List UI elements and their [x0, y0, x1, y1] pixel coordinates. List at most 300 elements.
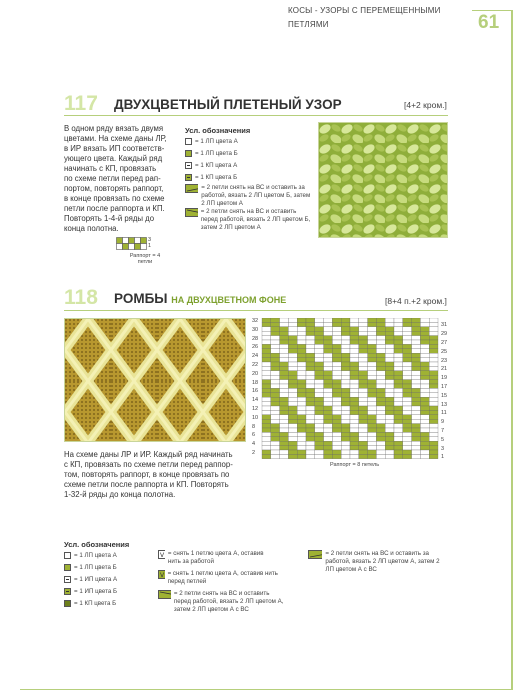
chart-cell [341, 397, 350, 401]
chart-cell [332, 450, 341, 454]
chart-cell [420, 371, 429, 375]
swatch-purl-b-icon [64, 588, 71, 595]
chart-cell [350, 327, 359, 331]
pattern-117-photo [318, 122, 448, 238]
chart-cell [359, 402, 368, 406]
chart-cell [324, 327, 333, 331]
chart-cell [403, 415, 412, 419]
chart-cell [403, 358, 412, 362]
pattern-118-instructions: На схеме даны ЛР и ИР. Каждый ряд начинать с КП, провязать по схеме петли перед раппор- том, повторять раппорт, в конце провязать по схеме петли после раппорта и КП. Повторять 1-32-й ряды до конца полотна. [64, 450, 233, 499]
chart-cell [394, 362, 403, 366]
chart-cell [297, 415, 306, 419]
chart-cell [306, 322, 315, 326]
chart-cell [324, 375, 333, 379]
chart-cell [324, 406, 333, 410]
chart-cell [350, 441, 359, 445]
chart-cell [324, 349, 333, 353]
svg-text:V: V [160, 572, 165, 579]
chart-cell [332, 428, 341, 432]
chart-cell [315, 397, 324, 401]
chart-cell [368, 397, 377, 401]
chart-cell [280, 322, 289, 326]
chart-cell [315, 393, 324, 397]
chart-cell [306, 450, 315, 454]
chart-cell [297, 441, 306, 445]
chart-cell [350, 371, 359, 375]
chart-cell [341, 384, 350, 388]
chart-cell [262, 406, 271, 410]
pattern-117-rule [64, 115, 448, 116]
chart-cell [429, 454, 438, 458]
chart-cell [280, 437, 289, 441]
chart-cell [341, 432, 350, 436]
chart-cell [385, 362, 394, 366]
chart-cell [280, 446, 289, 450]
chart-cell [297, 450, 306, 454]
chart-cell [420, 384, 429, 388]
legend-item: = 1 КП цвета Б [64, 600, 116, 608]
chart-cell [403, 336, 412, 340]
chart-cell [350, 406, 359, 410]
chart-row-label: 6 [252, 432, 256, 439]
chart-cell [403, 437, 412, 441]
chart-cell [359, 327, 368, 331]
chart-row-label: 7 [441, 428, 445, 434]
chart-cell [403, 344, 412, 348]
chart-cell [332, 366, 341, 370]
chart-cell [385, 336, 394, 340]
chart-cell [288, 424, 297, 428]
chart-cell [324, 402, 333, 406]
chart-cell [315, 388, 324, 392]
chart-cell [288, 437, 297, 441]
chart-cell [332, 402, 341, 406]
chart-cell [359, 375, 368, 379]
frame-bottom-rule [20, 689, 513, 690]
swatch-purl-b-icon [185, 174, 192, 181]
chart-cell [368, 331, 377, 335]
pattern-117-title: ДВУХЦВЕТНЫЙ ПЛЕТЕНЫЙ УЗОР [114, 97, 342, 112]
chart-cell [297, 397, 306, 401]
chart-cell [394, 322, 403, 326]
chart-cell [262, 402, 271, 406]
chart-cell [315, 327, 324, 331]
chart-cell [341, 331, 350, 335]
chart-cell [394, 358, 403, 362]
chart-cell [394, 428, 403, 432]
chart-cell [412, 454, 421, 458]
chart-cell [368, 441, 377, 445]
chart-cell [376, 393, 385, 397]
chart-cell [306, 388, 315, 392]
chart-cell [332, 446, 341, 450]
chart-cell [412, 432, 421, 436]
chart-cell [403, 450, 412, 454]
chart-cell [271, 424, 280, 428]
chart-cell [288, 366, 297, 370]
chart-cell [385, 446, 394, 450]
chart-cell [394, 432, 403, 436]
chart-cell [385, 318, 394, 322]
chart-cell [280, 327, 289, 331]
chart-cell [315, 344, 324, 348]
chart-cell [368, 384, 377, 388]
chart-cell [332, 344, 341, 348]
chart-cell [280, 366, 289, 370]
chart-cell [385, 388, 394, 392]
chart-cell [394, 424, 403, 428]
chart-cell [350, 375, 359, 379]
chart-cell [394, 366, 403, 370]
chart-cell [385, 450, 394, 454]
chart-cell [412, 450, 421, 454]
swatch-color-b-icon [185, 150, 192, 157]
chart-cell [332, 353, 341, 357]
chart-cell [350, 349, 359, 353]
legend-item: = 1 ЛП цвета А [64, 552, 117, 560]
chart-cell [368, 371, 377, 375]
chart-cell [420, 344, 429, 348]
chart-cell [271, 450, 280, 454]
chart-cell [315, 441, 324, 445]
chart-cell [306, 393, 315, 397]
chart-cell [332, 432, 341, 436]
chart-cell [306, 454, 315, 458]
chart-cell [412, 340, 421, 344]
chart-cell [412, 393, 421, 397]
chart-cell [271, 366, 280, 370]
chart-cell [359, 340, 368, 344]
chart-cell [332, 419, 341, 423]
chart-cell [350, 344, 359, 348]
chart-cell [403, 402, 412, 406]
chart-cell [429, 402, 438, 406]
chart-cell [280, 318, 289, 322]
chart-cell [271, 393, 280, 397]
chart-cell [315, 415, 324, 419]
chart-cell [429, 375, 438, 379]
chart-cell [306, 371, 315, 375]
chart-cell [288, 340, 297, 344]
chart-cell [368, 388, 377, 392]
slip-front-icon [158, 570, 165, 579]
chart-cell [412, 415, 421, 419]
chart-cell [420, 340, 429, 344]
chart-cell [403, 406, 412, 410]
swatch-color-a-icon [64, 552, 71, 559]
chart-cell [324, 428, 333, 432]
chart-cell [271, 419, 280, 423]
chart-cell [403, 331, 412, 335]
chart-cell [306, 402, 315, 406]
chart-cell [394, 380, 403, 384]
chart-cell [394, 406, 403, 410]
chart-cell [412, 349, 421, 353]
chart-cell [341, 375, 350, 379]
chart-cell [359, 424, 368, 428]
chart-cell [280, 454, 289, 458]
chart-cell [429, 415, 438, 419]
chart-cell [420, 441, 429, 445]
chart-cell [288, 428, 297, 432]
chart-cell [350, 358, 359, 362]
chart-row-label: 28 [252, 335, 259, 342]
chart-cell [324, 437, 333, 441]
chart-cell [429, 397, 438, 401]
chart-cell [288, 441, 297, 445]
chart-cell [332, 336, 341, 340]
chart-cell [420, 454, 429, 458]
chart-cell [359, 322, 368, 326]
chart-cell [315, 366, 324, 370]
chart-cell [429, 450, 438, 454]
chart-row-label: 3 [441, 445, 445, 452]
chart-cell [420, 327, 429, 331]
chart-cell [271, 362, 280, 366]
pattern-117-rapport-label: Раппорт = 4 петли [129, 253, 161, 265]
chart-cell [271, 371, 280, 375]
chart-row-label: 11 [441, 410, 447, 417]
chart-row-label: 29 [441, 331, 448, 338]
chart-cell [262, 358, 271, 362]
chart-cell [297, 424, 306, 428]
chart-cell [271, 318, 280, 322]
chart-cell [403, 371, 412, 375]
chart-cell [385, 428, 394, 432]
chart-cell [332, 371, 341, 375]
chart-cell [297, 402, 306, 406]
chart-cell [332, 349, 341, 353]
chart-cell [271, 410, 280, 414]
chart-cell [368, 366, 377, 370]
chart-cell [324, 450, 333, 454]
chart-cell [368, 415, 377, 419]
chart-cell [350, 446, 359, 450]
chart-cell [324, 446, 333, 450]
chart-cell [324, 454, 333, 458]
chart-cell [412, 397, 421, 401]
chart-cell [315, 336, 324, 340]
chart-cell [288, 410, 297, 414]
chart-cell [412, 406, 421, 410]
chart-row-label: 25 [441, 348, 448, 355]
chart-cell [403, 428, 412, 432]
chart-cell [376, 424, 385, 428]
chart-cell [306, 380, 315, 384]
chart-cell [350, 331, 359, 335]
chart-cell [297, 349, 306, 353]
chart-cell [341, 406, 350, 410]
chart-cell [412, 410, 421, 414]
chart-row-label: 14 [252, 397, 259, 404]
chart-cell [359, 415, 368, 419]
chart-cell [306, 353, 315, 357]
chart-cell [420, 380, 429, 384]
chart-cell [332, 424, 341, 428]
chart-cell [271, 344, 280, 348]
chart-cell [376, 358, 385, 362]
chart-cell [306, 331, 315, 335]
frame-right-rule [511, 10, 513, 690]
chart-cell [403, 410, 412, 414]
chart-cell [341, 380, 350, 384]
chart-cell [394, 371, 403, 375]
chart-cell [385, 406, 394, 410]
chart-cell [350, 388, 359, 392]
chart-cell [288, 380, 297, 384]
chart-cell [280, 349, 289, 353]
chart-row-label: 12 [252, 406, 259, 412]
cable-cross-right-icon [185, 184, 198, 193]
legend-item: = 1 ИП цвета Б [64, 588, 117, 596]
chart-cell [403, 393, 412, 397]
pattern-117-number: 117 [64, 92, 98, 115]
chart-cell [341, 402, 350, 406]
chart-cell [324, 410, 333, 414]
chart-cell [324, 415, 333, 419]
chart-cell [324, 397, 333, 401]
chart-cell [280, 410, 289, 414]
chart-cell [429, 366, 438, 370]
chart-cell [271, 388, 280, 392]
chart-cell [368, 344, 377, 348]
chart-cell [368, 336, 377, 340]
chart-cell [280, 340, 289, 344]
chart-cell [394, 384, 403, 388]
chart-cell [385, 384, 394, 388]
chart-cell [324, 441, 333, 445]
pattern-118-title: РОМБЫ НА ДВУХЦВЕТНОМ ФОНЕ [114, 291, 287, 306]
chart-cell [306, 410, 315, 414]
chart-cell [271, 428, 280, 432]
chart-cell [271, 340, 280, 344]
chart-cell [271, 397, 280, 401]
chart-cell [332, 437, 341, 441]
chart-cell [403, 380, 412, 384]
chart-cell [280, 353, 289, 357]
chart-cell [271, 406, 280, 410]
chart-cell [341, 419, 350, 423]
chart-cell [359, 397, 368, 401]
chart-cell [341, 428, 350, 432]
chart-cell [297, 428, 306, 432]
chart-cell [376, 318, 385, 322]
chart-cell [280, 362, 289, 366]
chart-cell [403, 441, 412, 445]
chart-cell [262, 454, 271, 458]
chart-cell [280, 331, 289, 335]
chart-cell [306, 437, 315, 441]
chart-cell [288, 419, 297, 423]
chart-cell [297, 437, 306, 441]
chart-cell [368, 353, 377, 357]
chart-cell [368, 349, 377, 353]
chart-cell [412, 402, 421, 406]
chart-cell [262, 380, 271, 384]
chart-cell [403, 454, 412, 458]
chart-cell [394, 318, 403, 322]
chart-cell [341, 446, 350, 450]
chart-cell [288, 388, 297, 392]
chart-cell [385, 402, 394, 406]
swatch-purl-a-icon [64, 576, 71, 583]
chart-cell [297, 410, 306, 414]
chart-cell [324, 322, 333, 326]
chart-cell [280, 432, 289, 436]
chart-cell [262, 340, 271, 344]
chart-cell [394, 375, 403, 379]
chart-cell [297, 419, 306, 423]
chart-cell [315, 410, 324, 414]
chart-cell [350, 353, 359, 357]
pattern-118-photo [64, 318, 246, 442]
chart-row-label: 31 [441, 322, 448, 329]
pattern-118-chart [252, 318, 448, 464]
chart-cell [376, 366, 385, 370]
chart-row-label: 1 [441, 454, 445, 461]
chart-cell [315, 353, 324, 357]
chart-cell [420, 432, 429, 436]
chart-cell [376, 362, 385, 366]
chart-cell [271, 454, 280, 458]
chart-cell [280, 384, 289, 388]
chart-cell [350, 393, 359, 397]
chart-cell [429, 388, 438, 392]
chart-cell [297, 375, 306, 379]
cable-cross-back-icon [308, 550, 322, 559]
chart-cell [297, 380, 306, 384]
chart-cell [262, 371, 271, 375]
chart-cell [359, 358, 368, 362]
chart-cell [288, 454, 297, 458]
breadcrumb: КОСЫ - УЗОРЫ С ПЕРЕМЕЩЕННЫМИ ПЕТЛЯМИ [282, 4, 472, 18]
chart-cell [288, 344, 297, 348]
chart-cell [297, 353, 306, 357]
chart-cell [332, 322, 341, 326]
chart-cell [376, 419, 385, 423]
chart-cell [341, 410, 350, 414]
chart-cell [288, 384, 297, 388]
chart-cell [412, 358, 421, 362]
chart-cell [412, 437, 421, 441]
chart-cell [262, 362, 271, 366]
chart-cell [324, 371, 333, 375]
chart-cell [429, 353, 438, 357]
chart-row-label: 23 [441, 357, 448, 364]
chart-cell [306, 318, 315, 322]
chart-cell [306, 358, 315, 362]
chart-cell [376, 428, 385, 432]
pattern-118-legend-title: Усл. обозначения [64, 540, 130, 549]
chart-cell [297, 371, 306, 375]
chart-cell [341, 441, 350, 445]
chart-cell [376, 384, 385, 388]
chart-cell [359, 432, 368, 436]
chart-cell [412, 331, 421, 335]
chart-cell [376, 415, 385, 419]
chart-cell [332, 375, 341, 379]
chart-cell [376, 353, 385, 357]
chart-cell [288, 349, 297, 353]
legend-item: = 2 петли снять на ВС и оставить за работой, вязать 2 ЛП цветом Б, затем 2 ЛП цветом А [185, 184, 315, 208]
chart-cell [359, 353, 368, 357]
chart-cell [280, 388, 289, 392]
chart-cell [306, 415, 315, 419]
cable-cross-front-icon [158, 590, 171, 599]
chart-cell [429, 380, 438, 384]
chart-cell [394, 415, 403, 419]
legend-item: = 2 петли снять на ВС и оставить перед работой, вязать 2 ЛП цветом А, затем 2 ЛП цветом А с ВС [158, 590, 288, 614]
